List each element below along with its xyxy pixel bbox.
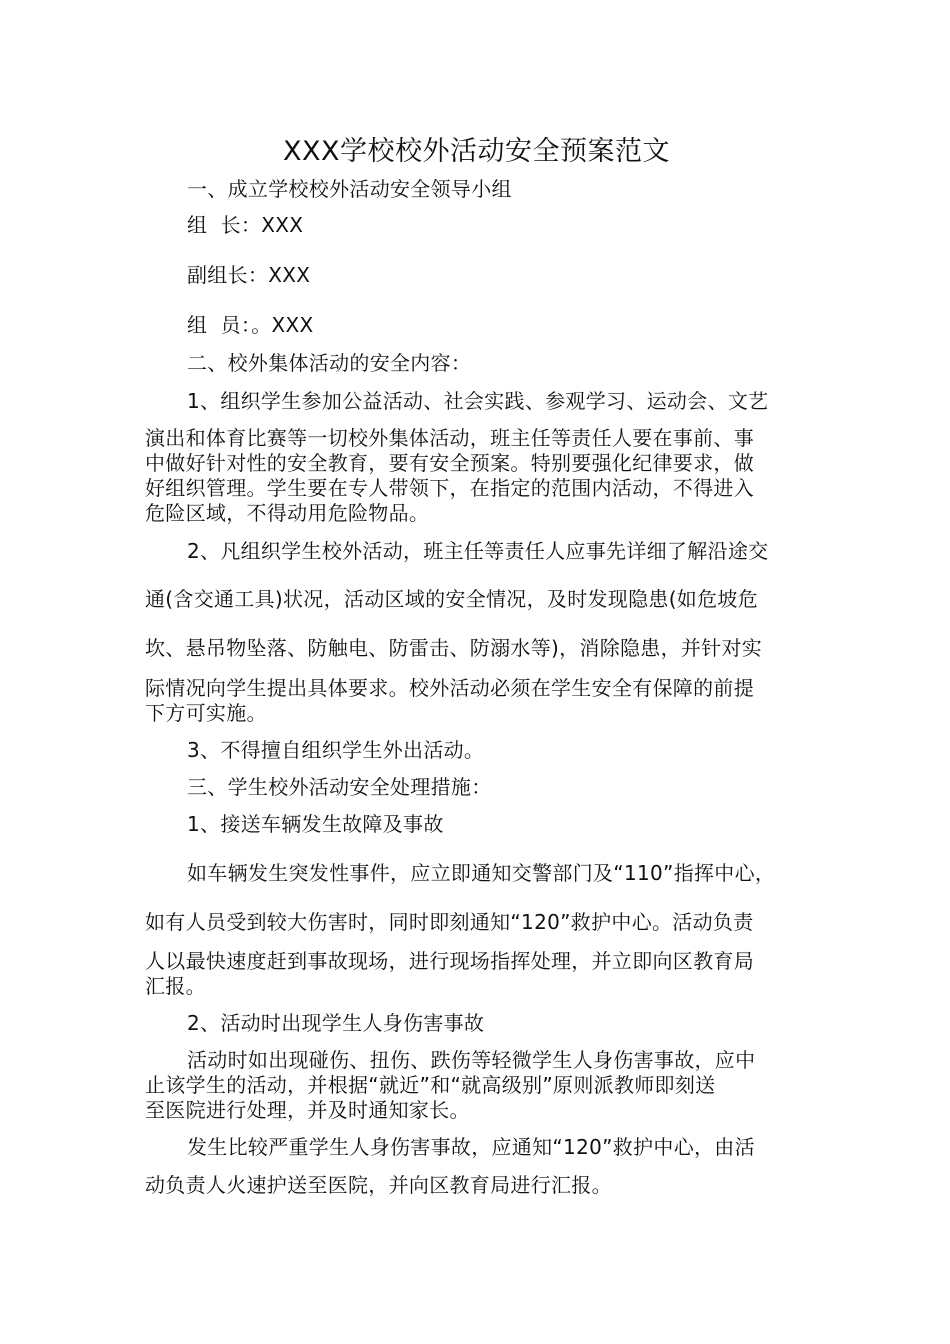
group-member-line: 组 员：。XXX xyxy=(187,313,314,337)
deputy-leader-line: 副组长：XXX xyxy=(187,263,311,287)
paragraph-line: 2、凡组织学生校外活动，班主任等责任人应事先详细了解沿途交 xyxy=(187,539,769,563)
subsection-heading: 2、活动时出现学生人身伤害事故 xyxy=(187,1011,485,1035)
paragraph-line: 好组织管理。学生要在专人带领下，在指定的范围内活动，不得进入 xyxy=(145,476,754,500)
paragraph-line: 动负责人火速护送至医院，并向区教育局进行汇报。 xyxy=(145,1173,612,1197)
paragraph-line: 如有人员受到较大伤害时，同时即刻通知“120”救护中心。活动负责 xyxy=(145,910,754,934)
paragraph-line: 3、不得擅自组织学生外出活动。 xyxy=(187,738,485,762)
section-heading-3: 三、学生校外活动安全处理措施： xyxy=(187,775,492,799)
paragraph-line: 1、组织学生参加公益活动、社会实践、参观学习、运动会、文艺 xyxy=(187,389,769,413)
paragraph-line: 演出和体育比赛等一切校外集体活动，班主任等责任人要在事前、事 xyxy=(145,426,754,450)
paragraph-line: 如车辆发生突发性事件，应立即通知交警部门及“110”指挥中心， xyxy=(187,861,776,885)
paragraph-line: 活动时如出现碰伤、扭伤、跌伤等轻微学生人身伤害事故，应中 xyxy=(187,1048,756,1072)
paragraph-line: 至医院进行处理，并及时通知家长。 xyxy=(145,1098,470,1122)
group-leader-line: 组 长：XXX xyxy=(187,213,304,237)
paragraph-line: 际情况向学生提出具体要求。校外活动必须在学生安全有保障的前提 xyxy=(145,676,754,700)
paragraph-line: 下方可实施。 xyxy=(145,701,267,725)
subsection-heading: 1、接送车辆发生故障及事故 xyxy=(187,812,444,836)
section-heading-2: 二、校外集体活动的安全内容： xyxy=(187,351,472,375)
paragraph-line: 发生比较严重学生人身伤害事故，应通知“120”救护中心，由活 xyxy=(187,1135,755,1159)
document-title: XXX学校校外活动安全预案范文 xyxy=(283,136,670,167)
paragraph-line: 危险区域，不得动用危险物品。 xyxy=(145,501,430,525)
paragraph-line: 通(含交通工具)状况，活动区域的安全情况，及时发现隐患(如危坡危 xyxy=(145,587,759,611)
paragraph-line: 汇报。 xyxy=(145,974,206,998)
paragraph-line: 中做好针对性的安全教育，要有安全预案。特别要强化纪律要求，做 xyxy=(145,451,754,475)
paragraph-line: 坎、悬吊物坠落、防触电、防雷击、防溺水等)，消除隐患，并针对实 xyxy=(145,636,763,660)
paragraph-line: 止该学生的活动，并根据“就近”和“就高级别”原则派教师即刻送 xyxy=(145,1073,716,1097)
paragraph-line: 人以最快速度赶到事故现场，进行现场指挥处理，并立即向区教育局 xyxy=(145,949,754,973)
section-heading-1: 一、成立学校校外活动安全领导小组 xyxy=(187,177,512,201)
